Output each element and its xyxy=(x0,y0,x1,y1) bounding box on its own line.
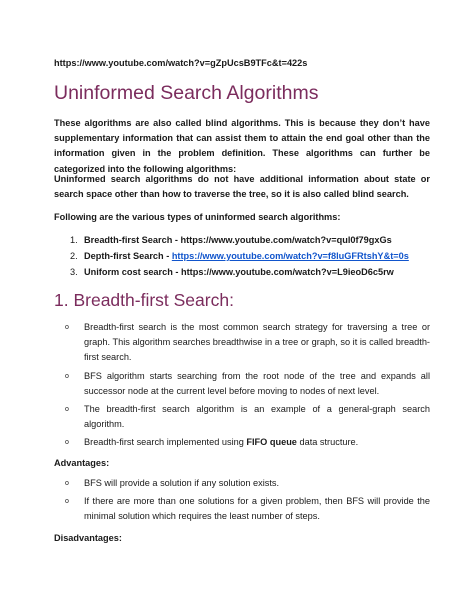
algorithm-label: Uniform cost search - xyxy=(84,267,182,277)
list-item: o BFS algorithm starts searching from the root node of the tree and expands all successor node at the current level before moving to nodes of next level. xyxy=(54,369,430,399)
reference-url[interactable]: https://www.youtube.com/watch?v=gZpUcsB9TFc&t=422s xyxy=(54,58,308,68)
list-number: 1. xyxy=(70,235,78,245)
bullet-marker: o xyxy=(65,480,69,487)
bfs-bullet-list xyxy=(54,320,430,454)
advantages-heading: Advantages: xyxy=(54,458,110,468)
list-item: o If there are more than one solutions for a given problem, then BFS will provide the minimal solution which requires the least number of steps. xyxy=(54,494,430,524)
algorithm-label: Depth-first Search - xyxy=(84,251,172,261)
algorithm-item xyxy=(54,232,434,248)
list-number: 2. xyxy=(70,251,78,261)
list-item: o Breadth-first search implemented using FIFO queue data structure. xyxy=(54,435,430,450)
document-title: Uninformed Search Algorithms xyxy=(54,82,319,104)
algorithm-label: Breadth-first Search - xyxy=(84,235,181,245)
bullet-marker: o xyxy=(65,439,69,447)
intro-paragraph-2: Uninformed search algorithms do not have additional information about state or search space other than how to traverse the tree, so it is also called blind search. xyxy=(54,174,430,200)
disadvantages-heading: Disadvantages: xyxy=(54,533,122,543)
advantages-list xyxy=(54,476,430,528)
algorithm-url[interactable]: https://www.youtube.com/watch?v=L9ieoD6c5rw xyxy=(181,267,394,277)
list-item: o Breadth-first search is the most common search strategy for traversing a tree or graph. This algorithm searches breadthwise in a tree or graph, so it is called breadth-first search. xyxy=(54,320,430,366)
fifo-queue-term: FIFO queue xyxy=(246,437,297,448)
bullet-marker: o xyxy=(65,406,69,414)
list-item: o BFS will provide a solution if any solution exists. xyxy=(54,476,430,491)
algorithm-list xyxy=(54,232,434,280)
bullet-marker: o xyxy=(65,372,69,380)
algorithm-url[interactable]: https://www.youtube.com/watch?v=qul0f79gxGs xyxy=(180,235,392,245)
intro-paragraph-1: These algorithms are also called blind algorithms. This is because they don’t have supplementary information that can assist them to attain the end goal other than the information given in the problem definition. These algorithms can further be categorized into the following algorithms: xyxy=(54,118,430,174)
section-heading: 1. Breadth-first Search: xyxy=(54,290,234,310)
algorithm-item xyxy=(54,248,434,264)
list-number: 3. xyxy=(70,267,78,277)
bullet-marker: o xyxy=(65,324,69,331)
list-item: o The breadth-first search algorithm is an example of a general-graph search algorithm. xyxy=(54,402,430,432)
algorithm-item xyxy=(54,264,434,280)
bullet-marker: o xyxy=(65,498,69,506)
algorithm-link[interactable]: https://www.youtube.com/watch?v=f8luGFRtshY&t=0s xyxy=(171,251,409,261)
intro-paragraph-3: Following are the various types of uninformed search algorithms: xyxy=(54,212,341,222)
